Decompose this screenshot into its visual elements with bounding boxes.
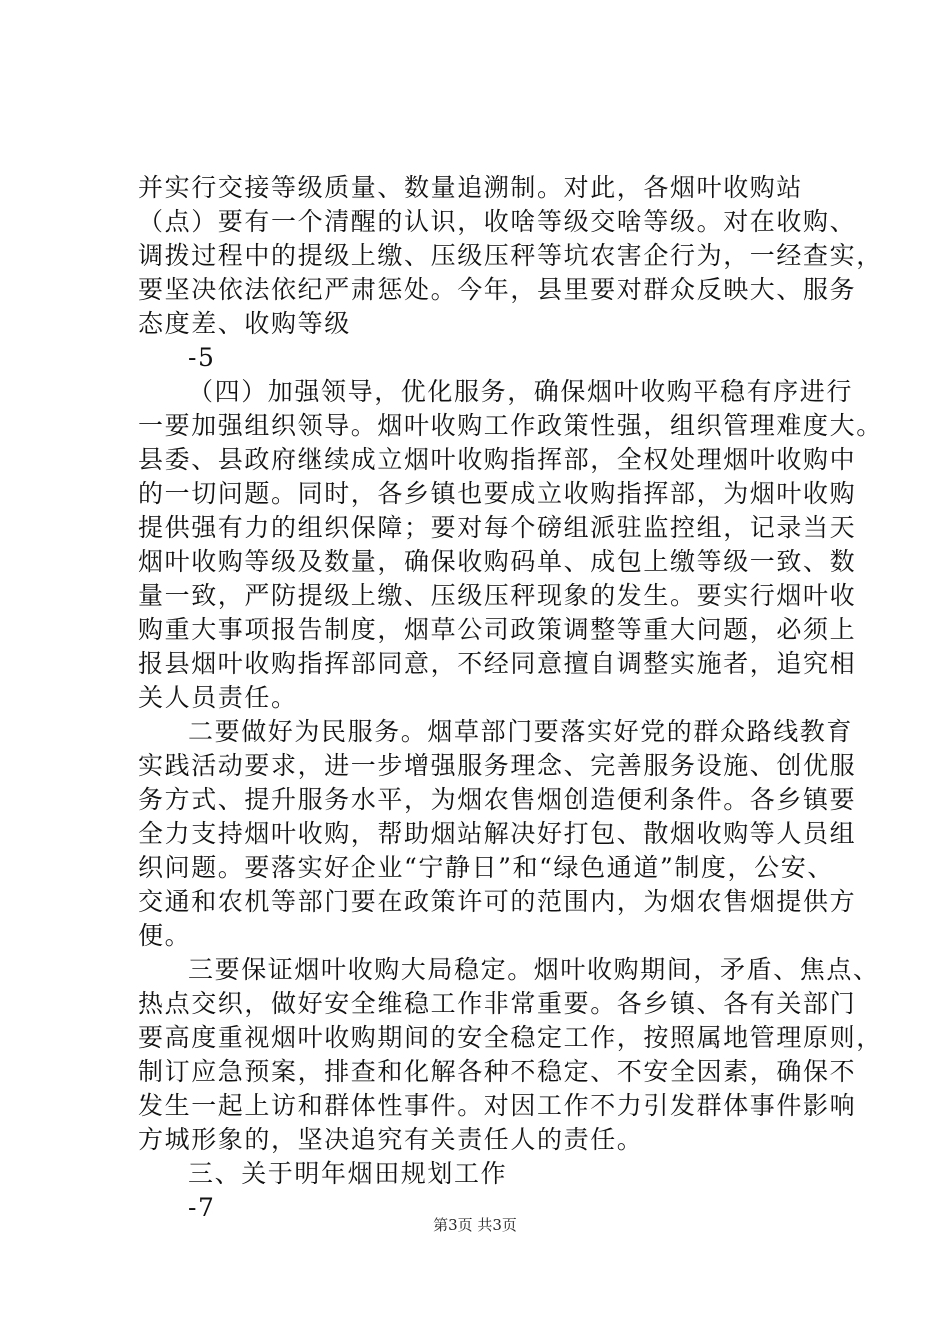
- text-line: 调拨过程中的提级上缴、压级压秤等坑农害企行为，一经查实，: [138, 241, 883, 270]
- text-line: 态度差、收购等级: [138, 309, 351, 338]
- text-line: 烟叶收购等级及数量，确保收购码单、成包上缴等级一致、数: [138, 547, 857, 576]
- text-line: 全力支持烟叶收购，帮助烟站解决好打包、散烟收购等人员组: [138, 819, 857, 848]
- paragraph-start: 三要保证烟叶收购大局稳定。烟叶收购期间，矛盾、焦点、: [188, 955, 880, 984]
- document-body: [138, 171, 883, 1225]
- text-line: 提供强有力的组织保障；要对每个磅组派驻监控组，记录当天: [138, 513, 857, 542]
- text-line: 关人员责任。: [138, 683, 298, 712]
- section-heading: 三、关于明年烟田规划工作: [188, 1159, 508, 1188]
- text-line: 实践活动要求，进一步增强服务理念、完善服务设施、创优服: [138, 751, 857, 780]
- text-line: 量一致，严防提级上缴、压级压秤现象的发生。要实行烟叶收: [138, 581, 857, 610]
- text-line: 方城形象的，坚决追究有关责任人的责任。: [138, 1125, 644, 1154]
- paragraph-start: 二要做好为民服务。烟草部门要落实好党的群众路线教育: [188, 717, 854, 746]
- section-heading: （四）加强领导，优化服务，确保烟叶收购平稳有序进行: [188, 377, 854, 406]
- page-marker: -5: [188, 343, 216, 372]
- text-line: 一要加强组织领导。烟叶收购工作政策性强，组织管理难度大。: [138, 411, 883, 440]
- text-line: 购重大事项报告制度，烟草公司政策调整等重大问题，必须上: [138, 615, 857, 644]
- text-line: 报县烟叶收购指挥部同意，不经同意擅自调整实施者，追究相: [138, 649, 857, 678]
- text-line: 要坚决依法依纪严肃惩处。今年，县里要对群众反映大、服务: [138, 275, 857, 304]
- text-line: 织问题。要落实好企业“宁静日”和“绿色通道”制度，公安、: [138, 853, 834, 882]
- text-line: 便。: [138, 921, 192, 950]
- text-line: 交通和农机等部门要在政策许可的范围内，为烟农售烟提供方: [138, 887, 857, 916]
- text-line: 的一切问题。同时，各乡镇也要成立收购指挥部，为烟叶收购: [138, 479, 857, 508]
- page-footer: [0, 1214, 950, 1235]
- page-number-label: 第3页 共3页: [433, 1216, 517, 1234]
- text-line: 县委、县政府继续成立烟叶收购指挥部，全权处理烟叶收购中: [138, 445, 857, 474]
- text-line: 发生一起上访和群体性事件。对因工作不力引发群体事件影响: [138, 1091, 857, 1120]
- text-line: （点）要有一个清醒的认识，收啥等级交啥等级。对在收购、: [138, 207, 857, 236]
- text-line: 制订应急预案，排查和化解各种不稳定、不安全因素，确保不: [138, 1057, 857, 1086]
- text-line: 要高度重视烟叶收购期间的安全稳定工作，按照属地管理原则，: [138, 1023, 883, 1052]
- text-line: 并实行交接等级质量、数量追溯制。对此，各烟叶收购站: [138, 173, 804, 202]
- text-line: 热点交织，做好安全维稳工作非常重要。各乡镇、各有关部门: [138, 989, 857, 1018]
- text-line: 务方式、提升服务水平，为烟农售烟创造便利条件。各乡镇要: [138, 785, 857, 814]
- page-marker: -7: [188, 1193, 216, 1222]
